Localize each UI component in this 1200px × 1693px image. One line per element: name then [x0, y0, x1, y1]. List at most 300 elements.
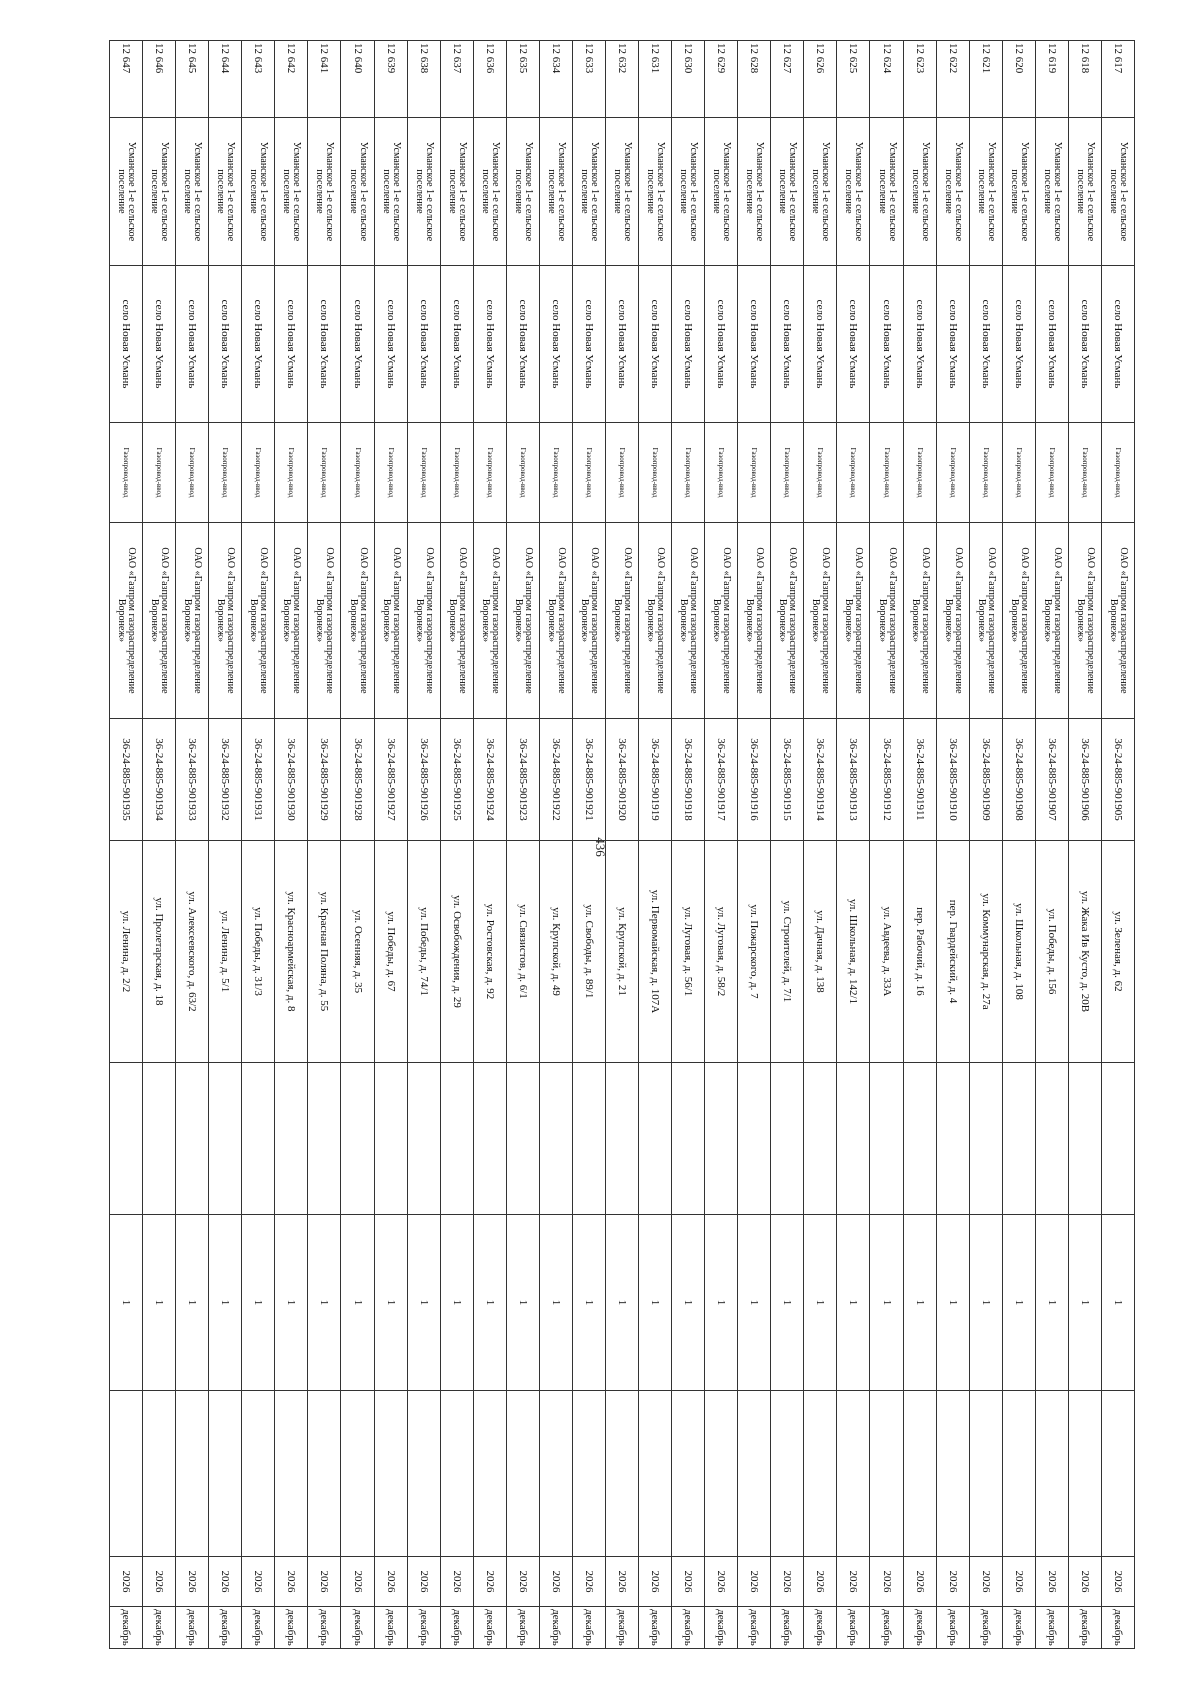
month-cell: декабрь	[473, 1607, 506, 1649]
year-cell: 2026	[936, 1557, 969, 1607]
row-number-cell: 12 644	[209, 41, 242, 118]
cadastral-number-cell: 36-24-885-901920	[606, 719, 639, 841]
table-row	[1101, 41, 1134, 1649]
empty-cell	[572, 1063, 605, 1215]
settlement-cell: Усманское 1-е сельское поселение	[473, 118, 506, 266]
address-cell: ул. Школьная, д. 142/1	[837, 841, 870, 1063]
empty-cell	[308, 1063, 341, 1215]
row-number-cell: 12 642	[275, 41, 308, 118]
row-number-cell: 12 630	[672, 41, 705, 118]
row-number-cell: 12 639	[374, 41, 407, 118]
owner-cell: ОАО «Газпром газораспределение Воронеж»	[506, 523, 539, 719]
settlement-cell: Усманское 1-е сельское поселение	[606, 118, 639, 266]
settlement-cell: Усманское 1-е сельское поселение	[936, 118, 969, 266]
quantity-cell: 1	[936, 1215, 969, 1391]
row-number-cell: 12 620	[1002, 41, 1035, 118]
owner-cell: ОАО «Газпром газораспределение Воронеж»	[639, 523, 672, 719]
object-type-cell: Газопровод-ввод	[936, 423, 969, 523]
settlement-cell: Усманское 1-е сельское поселение	[374, 118, 407, 266]
settlement-cell: Усманское 1-е сельское поселение	[672, 118, 705, 266]
table-row	[572, 41, 605, 1649]
owner-cell: ОАО «Газпром газораспределение Воронеж»	[143, 523, 176, 719]
empty-cell	[870, 1063, 903, 1215]
object-type-cell: Газопровод-ввод	[176, 423, 209, 523]
owner-cell: ОАО «Газпром газораспределение Воронеж»	[572, 523, 605, 719]
month-cell: декабрь	[870, 1607, 903, 1649]
locality-cell: село Новая Усмань	[1101, 266, 1134, 423]
owner-cell: ОАО «Газпром газораспределение Воронеж»	[837, 523, 870, 719]
table-row	[870, 41, 903, 1649]
quantity-cell: 1	[804, 1215, 837, 1391]
month-cell: декабрь	[209, 1607, 242, 1649]
object-type-cell: Газопровод-ввод	[870, 423, 903, 523]
month-cell: декабрь	[969, 1607, 1002, 1649]
owner-cell: ОАО «Газпром газораспределение Воронеж»	[969, 523, 1002, 719]
year-cell: 2026	[176, 1557, 209, 1607]
object-type-cell: Газопровод-ввод	[1101, 423, 1134, 523]
cadastral-number-cell: 36-24-885-901926	[407, 719, 440, 841]
settlement-cell: Усманское 1-е сельское поселение	[242, 118, 275, 266]
year-cell: 2026	[473, 1557, 506, 1607]
month-cell: декабрь	[903, 1607, 936, 1649]
address-cell: ул. Пролетарская, д. 18	[143, 841, 176, 1063]
empty-cell	[572, 1391, 605, 1557]
empty-cell	[176, 1063, 209, 1215]
settlement-cell: Усманское 1-е сельское поселение	[969, 118, 1002, 266]
empty-cell	[705, 1391, 738, 1557]
cadastral-number-cell: 36-24-885-901916	[738, 719, 771, 841]
table-row	[506, 41, 539, 1649]
empty-cell	[440, 1391, 473, 1557]
address-cell: ул. Ростовская, д. 92	[473, 841, 506, 1063]
locality-cell: село Новая Усмань	[903, 266, 936, 423]
locality-cell: село Новая Усмань	[407, 266, 440, 423]
address-cell: ул. Ленина, д. 5/1	[209, 841, 242, 1063]
row-number-cell: 12 647	[110, 41, 143, 118]
quantity-cell: 1	[606, 1215, 639, 1391]
month-cell: декабрь	[639, 1607, 672, 1649]
owner-cell: ОАО «Газпром газораспределение Воронеж»	[110, 523, 143, 719]
settlement-cell: Усманское 1-е сельское поселение	[738, 118, 771, 266]
table-row	[374, 41, 407, 1649]
month-cell: декабрь	[341, 1607, 374, 1649]
year-cell: 2026	[110, 1557, 143, 1607]
cadastral-number-cell: 36-24-885-901914	[804, 719, 837, 841]
table-row	[407, 41, 440, 1649]
month-cell: декабрь	[242, 1607, 275, 1649]
empty-cell	[903, 1063, 936, 1215]
table-row	[639, 41, 672, 1649]
address-cell: ул. Строителей, д. 7/1	[771, 841, 804, 1063]
table-row	[242, 41, 275, 1649]
empty-cell	[969, 1063, 1002, 1215]
object-type-cell: Газопровод-ввод	[837, 423, 870, 523]
locality-cell: село Новая Усмань	[738, 266, 771, 423]
object-type-cell: Газопровод-ввод	[209, 423, 242, 523]
owner-cell: ОАО «Газпром газораспределение Воронеж»	[1002, 523, 1035, 719]
address-cell: ул. Пожарского, д. 7	[738, 841, 771, 1063]
quantity-cell: 1	[705, 1215, 738, 1391]
month-cell: декабрь	[771, 1607, 804, 1649]
quantity-cell: 1	[572, 1215, 605, 1391]
cadastral-number-cell: 36-24-885-901918	[672, 719, 705, 841]
object-type-cell: Газопровод-ввод	[969, 423, 1002, 523]
row-number-cell: 12 641	[308, 41, 341, 118]
object-type-cell: Газопровод-ввод	[341, 423, 374, 523]
object-type-cell: Газопровод-ввод	[1002, 423, 1035, 523]
address-cell: ул. Авдеева, д. 33А	[870, 841, 903, 1063]
settlement-cell: Усманское 1-е сельское поселение	[1068, 118, 1101, 266]
locality-cell: село Новая Усмань	[639, 266, 672, 423]
table-row	[341, 41, 374, 1649]
address-cell: ул. Луговая, д. 58/2	[705, 841, 738, 1063]
object-type-cell: Газопровод-ввод	[606, 423, 639, 523]
empty-cell	[407, 1391, 440, 1557]
table-row	[606, 41, 639, 1649]
quantity-cell: 1	[506, 1215, 539, 1391]
month-cell: декабрь	[1035, 1607, 1068, 1649]
empty-cell	[1002, 1063, 1035, 1215]
table-row	[936, 41, 969, 1649]
table-row	[440, 41, 473, 1649]
quantity-cell: 1	[407, 1215, 440, 1391]
object-type-cell: Газопровод-ввод	[738, 423, 771, 523]
empty-cell	[738, 1063, 771, 1215]
year-cell: 2026	[606, 1557, 639, 1607]
empty-cell	[539, 1391, 572, 1557]
quantity-cell: 1	[539, 1215, 572, 1391]
cadastral-number-cell: 36-24-885-901927	[374, 719, 407, 841]
empty-cell	[341, 1063, 374, 1215]
month-cell: декабрь	[275, 1607, 308, 1649]
empty-cell	[539, 1063, 572, 1215]
month-cell: декабрь	[440, 1607, 473, 1649]
locality-cell: село Новая Усмань	[771, 266, 804, 423]
cadastral-number-cell: 36-24-885-901933	[176, 719, 209, 841]
quantity-cell: 1	[110, 1215, 143, 1391]
year-cell: 2026	[771, 1557, 804, 1607]
table-row	[473, 41, 506, 1649]
cadastral-number-cell: 36-24-885-901935	[110, 719, 143, 841]
cadastral-number-cell: 36-24-885-901906	[1068, 719, 1101, 841]
address-cell: ул. Коммунарская, д. 27а	[969, 841, 1002, 1063]
row-number-cell: 12 633	[572, 41, 605, 118]
cadastral-number-cell: 36-24-885-901924	[473, 719, 506, 841]
empty-cell	[473, 1063, 506, 1215]
object-type-cell: Газопровод-ввод	[903, 423, 936, 523]
settlement-cell: Усманское 1-е сельское поселение	[572, 118, 605, 266]
owner-cell: ОАО «Газпром газораспределение Воронеж»	[242, 523, 275, 719]
owner-cell: ОАО «Газпром газораспределение Воронеж»	[176, 523, 209, 719]
quantity-cell: 1	[242, 1215, 275, 1391]
empty-cell	[275, 1391, 308, 1557]
table-row	[969, 41, 1002, 1649]
locality-cell: село Новая Усмань	[936, 266, 969, 423]
month-cell: декабрь	[804, 1607, 837, 1649]
table-row	[308, 41, 341, 1649]
address-cell: ул. Победы, д. 74/1	[407, 841, 440, 1063]
empty-cell	[936, 1391, 969, 1557]
cadastral-number-cell: 36-24-885-901913	[837, 719, 870, 841]
empty-cell	[341, 1391, 374, 1557]
empty-cell	[440, 1063, 473, 1215]
year-cell: 2026	[738, 1557, 771, 1607]
owner-cell: ОАО «Газпром газораспределение Воронеж»	[738, 523, 771, 719]
row-number-cell: 12 637	[440, 41, 473, 118]
year-cell: 2026	[1002, 1557, 1035, 1607]
settlement-cell: Усманское 1-е сельское поселение	[705, 118, 738, 266]
address-cell: ул. Связистов, д. 6/1	[506, 841, 539, 1063]
row-number-cell: 12 627	[771, 41, 804, 118]
year-cell: 2026	[969, 1557, 1002, 1607]
empty-cell	[110, 1391, 143, 1557]
settlement-cell: Усманское 1-е сельское поселение	[870, 118, 903, 266]
owner-cell: ОАО «Газпром газораспределение Воронеж»	[771, 523, 804, 719]
owner-cell: ОАО «Газпром газораспределение Воронеж»	[1068, 523, 1101, 719]
empty-cell	[1101, 1063, 1134, 1215]
address-cell: ул. Победы, д. 31/3	[242, 841, 275, 1063]
object-type-cell: Газопровод-ввод	[1035, 423, 1068, 523]
cadastral-number-cell: 36-24-885-901932	[209, 719, 242, 841]
empty-cell	[705, 1063, 738, 1215]
year-cell: 2026	[1101, 1557, 1134, 1607]
empty-cell	[837, 1063, 870, 1215]
locality-cell: село Новая Усмань	[176, 266, 209, 423]
table-row	[837, 41, 870, 1649]
empty-cell	[275, 1063, 308, 1215]
month-cell: декабрь	[176, 1607, 209, 1649]
address-cell: ул. Школьная, д. 108	[1002, 841, 1035, 1063]
table-row	[143, 41, 176, 1649]
settlement-cell: Усманское 1-е сельское поселение	[1101, 118, 1134, 266]
address-cell: пер. Гвардейский, д. 4	[936, 841, 969, 1063]
row-number-cell: 12 631	[639, 41, 672, 118]
quantity-cell: 1	[308, 1215, 341, 1391]
cadastral-number-cell: 36-24-885-901934	[143, 719, 176, 841]
address-cell: ул. Освобождения, д. 29	[440, 841, 473, 1063]
locality-cell: село Новая Усмань	[672, 266, 705, 423]
settlement-cell: Усманское 1-е сельское поселение	[209, 118, 242, 266]
table-row	[738, 41, 771, 1649]
row-number-cell: 12 621	[969, 41, 1002, 118]
empty-cell	[870, 1391, 903, 1557]
locality-cell: село Новая Усмань	[969, 266, 1002, 423]
quantity-cell: 1	[1035, 1215, 1068, 1391]
locality-cell: село Новая Усмань	[804, 266, 837, 423]
locality-cell: село Новая Усмань	[1002, 266, 1035, 423]
owner-cell: ОАО «Газпром газораспределение Воронеж»	[606, 523, 639, 719]
locality-cell: село Новая Усмань	[506, 266, 539, 423]
empty-cell	[969, 1391, 1002, 1557]
address-cell: ул. Зеленая, д. 62	[1101, 841, 1134, 1063]
owner-cell: ОАО «Газпром газораспределение Воронеж»	[672, 523, 705, 719]
table-row	[539, 41, 572, 1649]
cadastral-number-cell: 36-24-885-901921	[572, 719, 605, 841]
quantity-cell: 1	[341, 1215, 374, 1391]
settlement-cell: Усманское 1-е сельское поселение	[903, 118, 936, 266]
table-body	[110, 41, 1135, 1649]
year-cell: 2026	[837, 1557, 870, 1607]
row-number-cell: 12 636	[473, 41, 506, 118]
month-cell: декабрь	[110, 1607, 143, 1649]
year-cell: 2026	[242, 1557, 275, 1607]
locality-cell: село Новая Усмань	[606, 266, 639, 423]
empty-cell	[1035, 1063, 1068, 1215]
quantity-cell: 1	[1101, 1215, 1134, 1391]
empty-cell	[606, 1063, 639, 1215]
row-number-cell: 12 624	[870, 41, 903, 118]
locality-cell: село Новая Усмань	[1035, 266, 1068, 423]
settlement-cell: Усманское 1-е сельское поселение	[771, 118, 804, 266]
owner-cell: ОАО «Газпром газораспределение Воронеж»	[804, 523, 837, 719]
row-number-cell: 12 625	[837, 41, 870, 118]
month-cell: декабрь	[407, 1607, 440, 1649]
quantity-cell: 1	[176, 1215, 209, 1391]
object-type-cell: Газопровод-ввод	[539, 423, 572, 523]
address-cell: ул. Красная Поляна, д. 55	[308, 841, 341, 1063]
table-row	[1068, 41, 1101, 1649]
empty-cell	[242, 1391, 275, 1557]
empty-cell	[771, 1391, 804, 1557]
object-type-cell: Газопровод-ввод	[1068, 423, 1101, 523]
year-cell: 2026	[1068, 1557, 1101, 1607]
empty-cell	[209, 1063, 242, 1215]
quantity-cell: 1	[209, 1215, 242, 1391]
row-number-cell: 12 628	[738, 41, 771, 118]
row-number-cell: 12 632	[606, 41, 639, 118]
settlement-cell: Усманское 1-е сельское поселение	[1002, 118, 1035, 266]
cadastral-number-cell: 36-24-885-901905	[1101, 719, 1134, 841]
month-cell: декабрь	[606, 1607, 639, 1649]
empty-cell	[1101, 1391, 1134, 1557]
cadastral-number-cell: 36-24-885-901911	[903, 719, 936, 841]
owner-cell: ОАО «Газпром газораспределение Воронеж»	[870, 523, 903, 719]
cadastral-number-cell: 36-24-885-901925	[440, 719, 473, 841]
quantity-cell: 1	[672, 1215, 705, 1391]
cadastral-number-cell: 36-24-885-901930	[275, 719, 308, 841]
settlement-cell: Усманское 1-е сельское поселение	[341, 118, 374, 266]
year-cell: 2026	[705, 1557, 738, 1607]
object-type-cell: Газопровод-ввод	[308, 423, 341, 523]
object-type-cell: Газопровод-ввод	[705, 423, 738, 523]
empty-cell	[672, 1391, 705, 1557]
empty-cell	[639, 1063, 672, 1215]
row-number-cell: 12 623	[903, 41, 936, 118]
locality-cell: село Новая Усмань	[837, 266, 870, 423]
cadastral-number-cell: 36-24-885-901922	[539, 719, 572, 841]
address-cell: ул. Луговая, д. 56/1	[672, 841, 705, 1063]
owner-cell: ОАО «Газпром газораспределение Воронеж»	[1035, 523, 1068, 719]
year-cell: 2026	[143, 1557, 176, 1607]
empty-cell	[473, 1391, 506, 1557]
settlement-cell: Усманское 1-е сельское поселение	[275, 118, 308, 266]
object-type-cell: Газопровод-ввод	[407, 423, 440, 523]
row-number-cell: 12 619	[1035, 41, 1068, 118]
year-cell: 2026	[1035, 1557, 1068, 1607]
quantity-cell: 1	[903, 1215, 936, 1391]
quantity-cell: 1	[440, 1215, 473, 1391]
empty-cell	[1068, 1063, 1101, 1215]
owner-cell: ОАО «Газпром газораспределение Воронеж»	[473, 523, 506, 719]
row-number-cell: 12 626	[804, 41, 837, 118]
locality-cell: село Новая Усмань	[209, 266, 242, 423]
object-type-cell: Газопровод-ввод	[143, 423, 176, 523]
row-number-cell: 12 643	[242, 41, 275, 118]
quantity-cell: 1	[870, 1215, 903, 1391]
empty-cell	[143, 1391, 176, 1557]
object-type-cell: Газопровод-ввод	[473, 423, 506, 523]
year-cell: 2026	[407, 1557, 440, 1607]
empty-cell	[209, 1391, 242, 1557]
month-cell: декабрь	[374, 1607, 407, 1649]
quantity-cell: 1	[143, 1215, 176, 1391]
quantity-cell: 1	[275, 1215, 308, 1391]
empty-cell	[903, 1391, 936, 1557]
table-row	[209, 41, 242, 1649]
object-type-cell: Газопровод-ввод	[242, 423, 275, 523]
empty-cell	[606, 1391, 639, 1557]
table-row	[705, 41, 738, 1649]
address-cell: ул. Осенняя, д. 35	[341, 841, 374, 1063]
settlement-cell: Усманское 1-е сельское поселение	[539, 118, 572, 266]
owner-cell: ОАО «Газпром газораспределение Воронеж»	[1101, 523, 1134, 719]
year-cell: 2026	[209, 1557, 242, 1607]
year-cell: 2026	[308, 1557, 341, 1607]
year-cell: 2026	[870, 1557, 903, 1607]
owner-cell: ОАО «Газпром газораспределение Воронеж»	[539, 523, 572, 719]
object-type-cell: Газопровод-ввод	[506, 423, 539, 523]
empty-cell	[837, 1391, 870, 1557]
row-number-cell: 12 646	[143, 41, 176, 118]
row-number-cell: 12 618	[1068, 41, 1101, 118]
owner-cell: ОАО «Газпром газораспределение Воронеж»	[407, 523, 440, 719]
empty-cell	[506, 1063, 539, 1215]
object-type-cell: Газопровод-ввод	[374, 423, 407, 523]
settlement-cell: Усманское 1-е сельское поселение	[308, 118, 341, 266]
cadastral-number-cell: 36-24-885-901928	[341, 719, 374, 841]
year-cell: 2026	[672, 1557, 705, 1607]
row-number-cell: 12 622	[936, 41, 969, 118]
month-cell: декабрь	[572, 1607, 605, 1649]
object-type-cell: Газопровод-ввод	[110, 423, 143, 523]
quantity-cell: 1	[639, 1215, 672, 1391]
month-cell: декабрь	[738, 1607, 771, 1649]
locality-cell: село Новая Усмань	[705, 266, 738, 423]
quantity-cell: 1	[837, 1215, 870, 1391]
owner-cell: ОАО «Газпром газораспределение Воронеж»	[209, 523, 242, 719]
address-cell: ул. Победы, д. 67	[374, 841, 407, 1063]
object-type-cell: Газопровод-ввод	[639, 423, 672, 523]
address-cell: ул. Первомайская, д. 107А	[639, 841, 672, 1063]
row-number-cell: 12 638	[407, 41, 440, 118]
year-cell: 2026	[539, 1557, 572, 1607]
owner-cell: ОАО «Газпром газораспределение Воронеж»	[341, 523, 374, 719]
locality-cell: село Новая Усмань	[1068, 266, 1101, 423]
address-cell: ул. Красноармейская, д. 8	[275, 841, 308, 1063]
quantity-cell: 1	[1002, 1215, 1035, 1391]
settlement-cell: Усманское 1-е сельское поселение	[143, 118, 176, 266]
empty-cell	[672, 1063, 705, 1215]
settlement-cell: Усманское 1-е сельское поселение	[176, 118, 209, 266]
table-row	[804, 41, 837, 1649]
year-cell: 2026	[341, 1557, 374, 1607]
owner-cell: ОАО «Газпром газораспределение Воронеж»	[705, 523, 738, 719]
locality-cell: село Новая Усмань	[242, 266, 275, 423]
empty-cell	[176, 1391, 209, 1557]
quantity-cell: 1	[374, 1215, 407, 1391]
month-cell: декабрь	[1002, 1607, 1035, 1649]
object-type-cell: Газопровод-ввод	[572, 423, 605, 523]
